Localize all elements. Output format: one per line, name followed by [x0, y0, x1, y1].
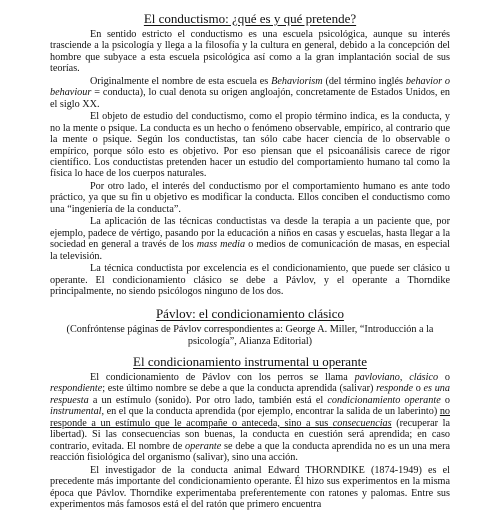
reference-note: (Confróntense páginas de Pávlov correspondientes a: George A. Miller, “Introducción a la psicología”, Alianza Editorial) — [66, 324, 434, 347]
section-title-conductismo: El conductismo: ¿qué es y qué pretende? — [143, 11, 357, 26]
paragraph-object: El objeto de estudio del conductismo, como el propio término indica, es la conducta, y no la mente o psique. La conducta es un hecho o fenómeno observable, empírico, al contrario que la mente o psique. Según los conductistas, tan sólo cabe hacer ciencia de lo observable o empírico, porque sólo esto es objetivo. Por eso piensan que el psicoanálisis carece de rigor científico. Los conductistas pretenden hacer un estudio del comportamiento humano tal como la física lo hace de los cuerpos naturales. — [50, 111, 450, 180]
section-title-pavlov: Pávlov: el condicionamiento clásico — [155, 306, 345, 322]
underlined-phrase: no responde a un estímulo que le acompañe o anteceda, sino a sus consecuencias — [50, 406, 450, 429]
paragraph-operant: El condicionamiento de Pávlov con los perros se llama pavloviano, clásico o respondiente; este último nombre se debe a que la conducta aprendida (salivar) responde o es una respuesta a un estímulo (sonido). Por otro lado, también está el condicionamiento operante o instrumental, en el que la conducta aprendida (por ejemplo, encontrar la salida de un laberinto) no responde a un estímulo que le acompañe o anteceda, sino a sus consecuencias (recuperar la libertad). Si las consecuencias son buenas, la conducta en cuestión será aprendida; en caso contrario, evitada. El nombre de operante se debe a que la conducta aprendida no es un una mera reacción fisiológica del organismo (salivar), sino una acción. — [50, 372, 450, 464]
paragraph-application: La aplicación de las técnicas conductistas va desde la terapia a un paciente que, por ejemplo, padece de vértigo, pasando por la educación a niños en casas y escuelas, hasta llegar a la sociedad en general a través de los mass media o medios de comunicación de masas, en especial la televisión. — [50, 216, 451, 262]
paragraph-intro: En sentido estricto el conductismo es una escuela psicológica, aunque su interés trasciende a la psicología y llega a la filosofía y la cultura en general, debido a la concepción del hombre que subyace a esta escuela psicológica así como a la gran implantación social de sus teorías. — [50, 29, 450, 75]
paragraph-practical: Por otro lado, el interés del conductismo por el comportamiento humano es ante todo práctico, ya que su fin u objetivo es modificar la conducta. Ellos conciben el conductismo como una “ingeniería de la conducta”. — [50, 180, 450, 215]
paragraph-thorndike: El investigador de la conducta animal Edward THORNDIKE (1874-1949) es el precedente más importante del condicionamiento operante. Él hizo sus experimentos en la misma época que Pávlov. Thorndike experimentaba preferentemente con ratones y palomas. Entre sus experimentos más famosos está el del ratón que primero encuentra — [50, 464, 450, 510]
section-title-operante: El condicionamiento instrumental u operante — [133, 354, 367, 370]
paragraph-origin: Originalmente el nombre de esta escuela es Behaviorism (del término inglés behavior o behaviour = conducta), lo cual denota su origen angloajón, concretamente de Estados Unidos, en el siglo XX. — [50, 75, 450, 110]
paragraph-technique: La técnica conductista por excelencia es el condicionamiento, que puede ser clásico u operante. El condicionamiento clásico se debe a Pávlov, y el operante a Thorndike principalmente, no siendo psicólogos ninguno de los dos. — [50, 263, 450, 297]
